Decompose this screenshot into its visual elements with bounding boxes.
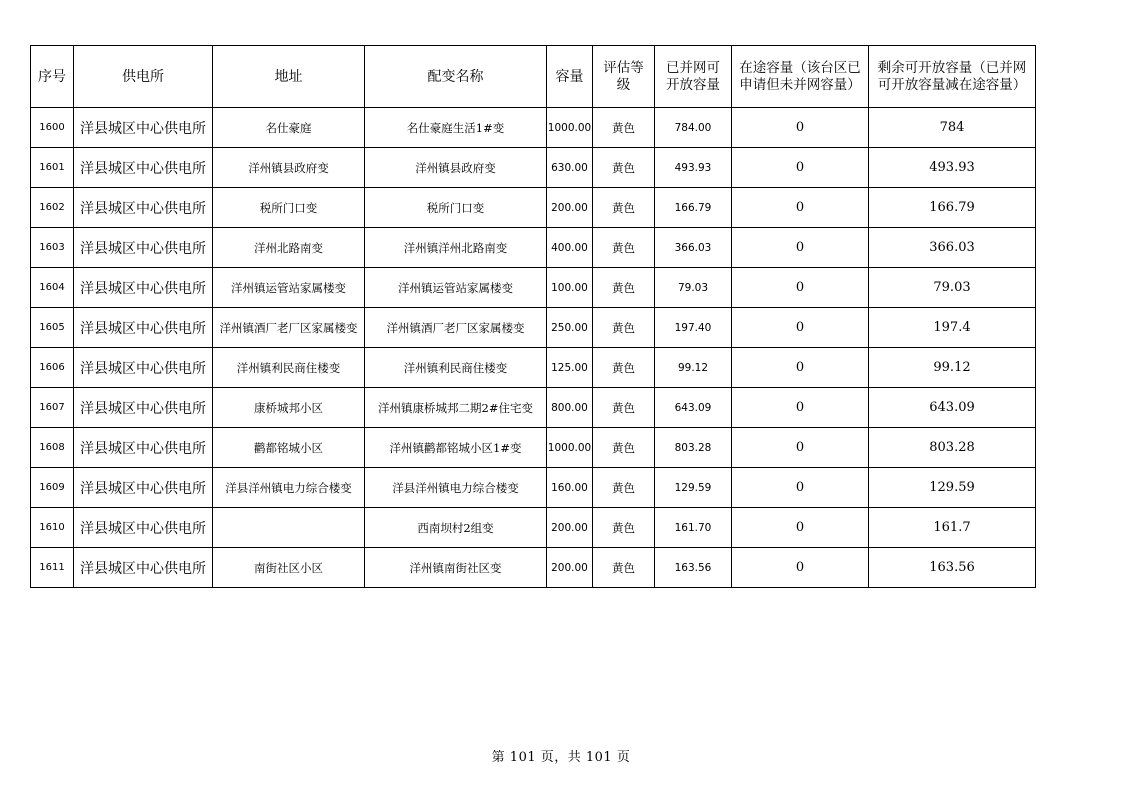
cell-grade: 黄色 xyxy=(593,348,655,388)
cell-connected-open: 197.40 xyxy=(655,308,732,348)
cell-capacity: 1000.00 xyxy=(547,108,593,148)
cell-office: 洋县城区中心供电所 xyxy=(74,308,213,348)
cell-seq: 1602 xyxy=(31,188,74,228)
cell-office: 洋县城区中心供电所 xyxy=(74,348,213,388)
page-footer: 第 101 页，共 101 页 xyxy=(491,750,631,765)
cell-address: 洋州镇酒厂老厂区家属楼变 xyxy=(213,308,365,348)
cell-seq: 1601 xyxy=(31,148,74,188)
cell-connected-open: 99.12 xyxy=(655,348,732,388)
cell-grade: 黄色 xyxy=(593,268,655,308)
cell-address xyxy=(213,508,365,548)
cell-in-transit: 0 xyxy=(732,148,869,188)
header-seq: 序号 xyxy=(31,46,74,108)
cell-capacity: 100.00 xyxy=(547,268,593,308)
cell-seq: 1608 xyxy=(31,428,74,468)
cell-in-transit: 0 xyxy=(732,348,869,388)
cell-transformer: 税所门口变 xyxy=(365,188,547,228)
cell-grade: 黄色 xyxy=(593,108,655,148)
cell-in-transit: 0 xyxy=(732,548,869,588)
cell-grade: 黄色 xyxy=(593,188,655,228)
header-capacity: 容量 xyxy=(547,46,593,108)
cell-address: 洋州镇县政府变 xyxy=(213,148,365,188)
cell-seq: 1605 xyxy=(31,308,74,348)
cell-capacity: 1000.00 xyxy=(547,428,593,468)
cell-connected-open: 784.00 xyxy=(655,108,732,148)
cell-transformer: 西南坝村2组变 xyxy=(365,508,547,548)
cell-grade: 黄色 xyxy=(593,468,655,508)
cell-address: 洋州镇运管站家属楼变 xyxy=(213,268,365,308)
cell-transformer: 洋州镇康桥城邦二期2#住宅变 xyxy=(365,388,547,428)
cell-remaining: 129.59 xyxy=(869,468,1036,508)
cell-address: 鹳都铭城小区 xyxy=(213,428,365,468)
cell-office: 洋县城区中心供电所 xyxy=(74,428,213,468)
cell-address: 南街社区小区 xyxy=(213,548,365,588)
cell-in-transit: 0 xyxy=(732,108,869,148)
table-row xyxy=(31,308,1036,348)
cell-seq: 1609 xyxy=(31,468,74,508)
cell-remaining: 803.28 xyxy=(869,428,1036,468)
cell-remaining: 643.09 xyxy=(869,388,1036,428)
cell-address: 康桥城邦小区 xyxy=(213,388,365,428)
cell-seq: 1603 xyxy=(31,228,74,268)
cell-connected-open: 643.09 xyxy=(655,388,732,428)
cell-remaining: 161.7 xyxy=(869,508,1036,548)
cell-transformer: 名仕豪庭生活1#变 xyxy=(365,108,547,148)
cell-connected-open: 493.93 xyxy=(655,148,732,188)
table-row xyxy=(31,468,1036,508)
cell-office: 洋县城区中心供电所 xyxy=(74,188,213,228)
cell-office: 洋县城区中心供电所 xyxy=(74,148,213,188)
cell-office: 洋县城区中心供电所 xyxy=(74,508,213,548)
table-row xyxy=(31,188,1036,228)
cell-in-transit: 0 xyxy=(732,428,869,468)
cell-transformer: 洋州镇利民商住楼变 xyxy=(365,348,547,388)
cell-connected-open: 79.03 xyxy=(655,268,732,308)
cell-connected-open: 163.56 xyxy=(655,548,732,588)
cell-capacity: 800.00 xyxy=(547,388,593,428)
cell-grade: 黄色 xyxy=(593,308,655,348)
cell-grade: 黄色 xyxy=(593,388,655,428)
cell-address: 名仕豪庭 xyxy=(213,108,365,148)
table-row xyxy=(31,108,1036,148)
cell-capacity: 630.00 xyxy=(547,148,593,188)
table-row xyxy=(31,388,1036,428)
cell-seq: 1604 xyxy=(31,268,74,308)
cell-remaining: 163.56 xyxy=(869,548,1036,588)
cell-seq: 1610 xyxy=(31,508,74,548)
table-row xyxy=(31,508,1036,548)
table-row xyxy=(31,268,1036,308)
table-row xyxy=(31,148,1036,188)
cell-transformer: 洋州镇运管站家属楼变 xyxy=(365,268,547,308)
cell-connected-open: 803.28 xyxy=(655,428,732,468)
header-office: 供电所 xyxy=(74,46,213,108)
cell-in-transit: 0 xyxy=(732,468,869,508)
cell-in-transit: 0 xyxy=(732,268,869,308)
cell-office: 洋县城区中心供电所 xyxy=(74,468,213,508)
cell-transformer: 洋县洋州镇电力综合楼变 xyxy=(365,468,547,508)
cell-transformer: 洋州镇鹳都铭城小区1#变 xyxy=(365,428,547,468)
header-in-transit: 在途容量（该台区已申请但未并网容量） xyxy=(732,46,869,108)
cell-address: 洋县洋州镇电力综合楼变 xyxy=(213,468,365,508)
cell-office: 洋县城区中心供电所 xyxy=(74,548,213,588)
cell-remaining: 197.4 xyxy=(869,308,1036,348)
cell-capacity: 200.00 xyxy=(547,508,593,548)
header-remaining: 剩余可开放容量（已并网可开放容量减在途容量） xyxy=(869,46,1036,108)
cell-grade: 黄色 xyxy=(593,548,655,588)
cell-capacity: 250.00 xyxy=(547,308,593,348)
cell-address: 洋州北路南变 xyxy=(213,228,365,268)
cell-connected-open: 166.79 xyxy=(655,188,732,228)
cell-seq: 1611 xyxy=(31,548,74,588)
cell-in-transit: 0 xyxy=(732,228,869,268)
capacity-table xyxy=(30,45,1036,588)
cell-remaining: 79.03 xyxy=(869,268,1036,308)
cell-in-transit: 0 xyxy=(732,508,869,548)
cell-office: 洋县城区中心供电所 xyxy=(74,228,213,268)
cell-transformer: 洋州镇南街社区变 xyxy=(365,548,547,588)
cell-remaining: 366.03 xyxy=(869,228,1036,268)
table-row xyxy=(31,548,1036,588)
cell-transformer: 洋州镇县政府变 xyxy=(365,148,547,188)
cell-capacity: 200.00 xyxy=(547,548,593,588)
cell-in-transit: 0 xyxy=(732,308,869,348)
cell-connected-open: 366.03 xyxy=(655,228,732,268)
header-grade: 评估等级 xyxy=(593,46,655,108)
cell-grade: 黄色 xyxy=(593,508,655,548)
cell-seq: 1607 xyxy=(31,388,74,428)
cell-in-transit: 0 xyxy=(732,388,869,428)
cell-capacity: 400.00 xyxy=(547,228,593,268)
cell-address: 洋州镇利民商住楼变 xyxy=(213,348,365,388)
header-address: 地址 xyxy=(213,46,365,108)
cell-connected-open: 129.59 xyxy=(655,468,732,508)
cell-seq: 1606 xyxy=(31,348,74,388)
cell-connected-open: 161.70 xyxy=(655,508,732,548)
cell-transformer: 洋州镇酒厂老厂区家属楼变 xyxy=(365,308,547,348)
cell-office: 洋县城区中心供电所 xyxy=(74,108,213,148)
header-transformer: 配变名称 xyxy=(365,46,547,108)
cell-grade: 黄色 xyxy=(593,148,655,188)
cell-remaining: 99.12 xyxy=(869,348,1036,388)
cell-transformer: 洋州镇洋州北路南变 xyxy=(365,228,547,268)
cell-capacity: 125.00 xyxy=(547,348,593,388)
header-connected-open: 已并网可开放容量 xyxy=(655,46,732,108)
cell-remaining: 493.93 xyxy=(869,148,1036,188)
cell-remaining: 784 xyxy=(869,108,1036,148)
cell-capacity: 160.00 xyxy=(547,468,593,508)
header-row xyxy=(31,46,1036,108)
table-row xyxy=(31,428,1036,468)
table-row xyxy=(31,228,1036,268)
cell-seq: 1600 xyxy=(31,108,74,148)
table-row xyxy=(31,348,1036,388)
cell-capacity: 200.00 xyxy=(547,188,593,228)
cell-office: 洋县城区中心供电所 xyxy=(74,388,213,428)
cell-grade: 黄色 xyxy=(593,228,655,268)
cell-remaining: 166.79 xyxy=(869,188,1036,228)
cell-in-transit: 0 xyxy=(732,188,869,228)
cell-office: 洋县城区中心供电所 xyxy=(74,268,213,308)
cell-address: 税所门口变 xyxy=(213,188,365,228)
cell-grade: 黄色 xyxy=(593,428,655,468)
